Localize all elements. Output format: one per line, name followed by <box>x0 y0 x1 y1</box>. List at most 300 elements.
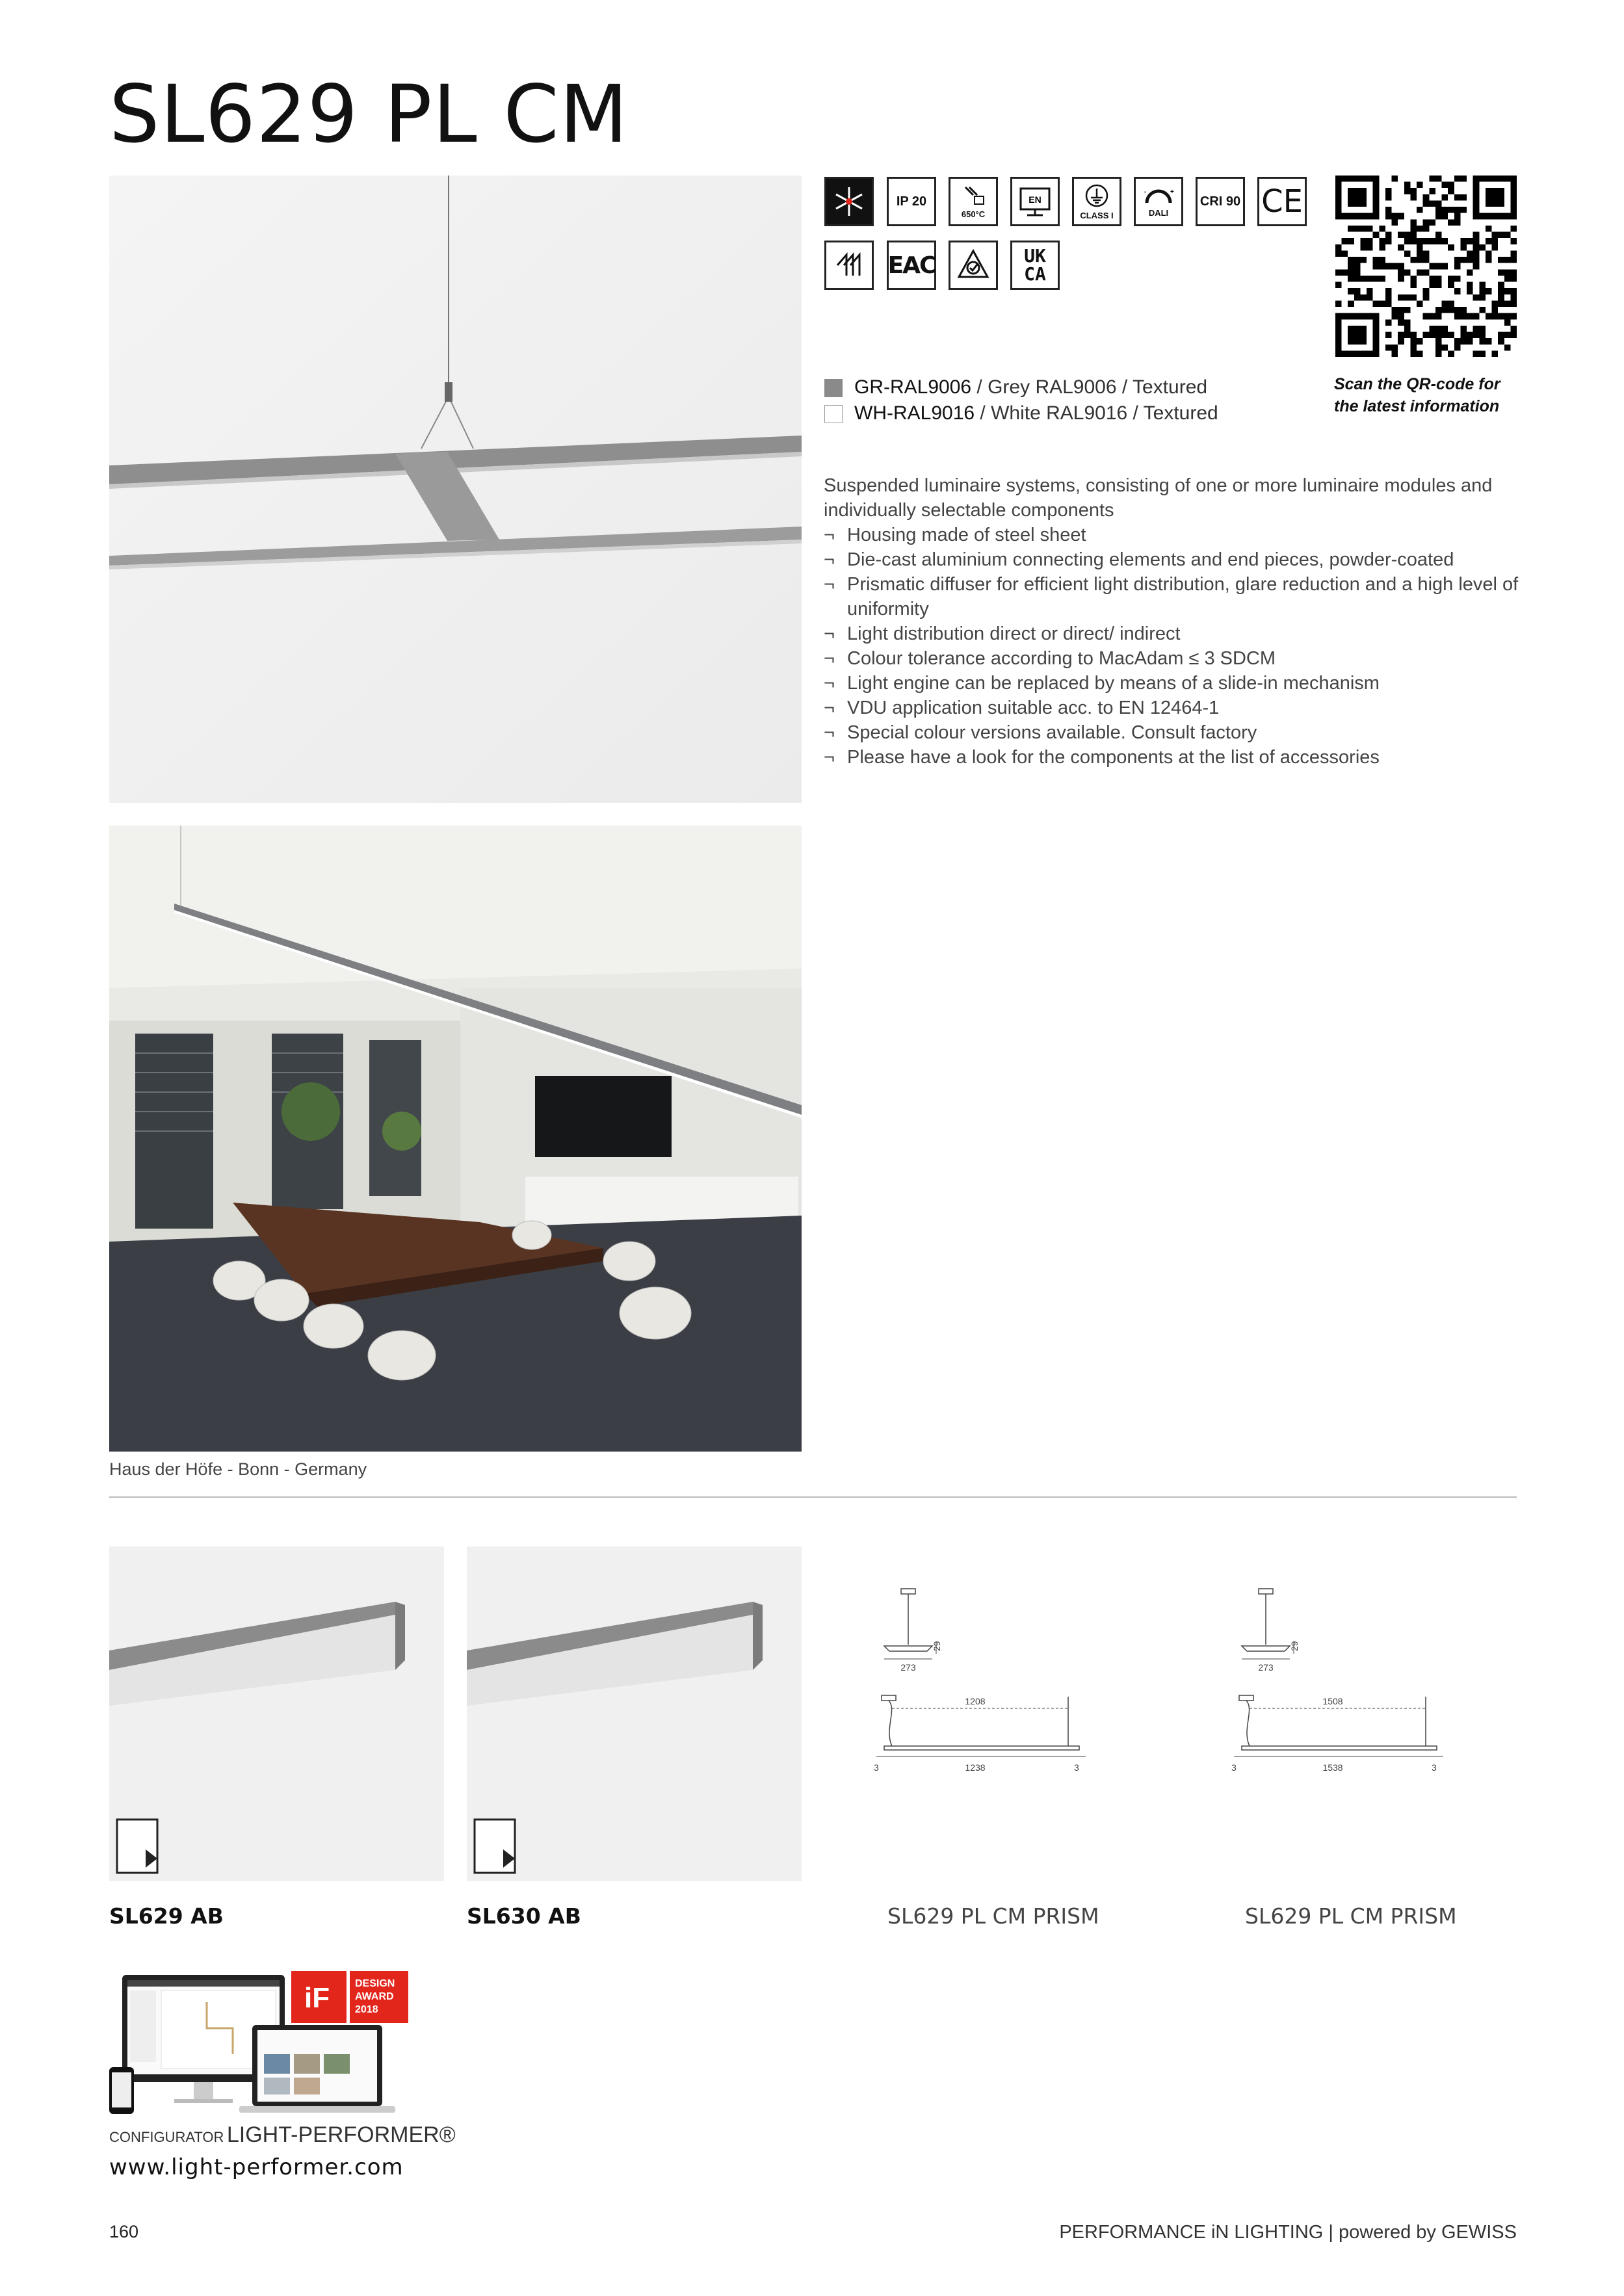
qr-module <box>1429 176 1435 182</box>
qr-module <box>1379 244 1385 251</box>
configurator-prefix: CONFIGURATOR <box>109 2129 224 2145</box>
class1-icon <box>1072 177 1121 226</box>
qr-module <box>1504 345 1511 351</box>
qr-module <box>1473 313 1480 320</box>
qr-module <box>1335 269 1342 276</box>
qr-module <box>1492 300 1499 307</box>
qr-module <box>1448 282 1454 289</box>
qr-module <box>1429 282 1435 289</box>
qr-module <box>1454 213 1461 220</box>
product-label-sl630-ab[interactable]: SL630 AB <box>467 1903 581 1929</box>
qr-module <box>1392 219 1398 226</box>
qr-module <box>1404 294 1411 301</box>
qr-module <box>1410 282 1417 289</box>
qr-module <box>1504 257 1511 263</box>
feature-bullet: ¬ Colour tolerance according to MacAdam ≤ 3 SDCM <box>824 646 1532 671</box>
qr-module <box>1410 338 1417 345</box>
qr-module <box>1417 238 1423 244</box>
qr-module <box>1354 276 1361 282</box>
dim-end-right: 3 <box>1432 1762 1437 1773</box>
qr-module <box>1373 232 1380 239</box>
qr-module <box>1392 307 1398 313</box>
hero-luminaire-image <box>109 176 802 803</box>
qr-module <box>1492 313 1499 320</box>
qr-module <box>1417 207 1423 213</box>
if-logo-text: iF <box>304 1982 330 2014</box>
qr-module <box>1510 294 1517 301</box>
dali-text: DALI <box>1148 207 1169 218</box>
qr-module <box>1448 332 1454 339</box>
qr-module <box>1367 276 1373 282</box>
qr-module <box>1398 213 1404 220</box>
qr-module <box>1510 332 1517 339</box>
feature-bullet: ¬ Light engine can be replaced by means of a slide-in mechanism <box>824 671 1532 696</box>
dimension-drawing-2 <box>1222 1580 1469 1794</box>
qr-module <box>1367 244 1373 251</box>
qr-module <box>1417 250 1423 257</box>
qr-module <box>1435 232 1442 239</box>
qr-module <box>1354 269 1361 276</box>
ukca-top-text: UK <box>1024 245 1046 267</box>
qr-module <box>1473 257 1480 263</box>
qr-module <box>1479 332 1486 339</box>
qr-module <box>1385 194 1392 201</box>
feature-bullet: ¬ Special colour versions available. Consult factory <box>824 720 1532 745</box>
feature-bullet: ¬ VDU application suitable acc. to EN 12464-1 <box>824 696 1532 720</box>
qr-module <box>1398 269 1404 276</box>
qr-module <box>1442 213 1448 220</box>
qr-module <box>1448 276 1454 282</box>
qr-module <box>1410 345 1417 351</box>
qr-module <box>1448 219 1454 226</box>
qr-module <box>1442 207 1448 213</box>
svg-text:+: + <box>1170 188 1174 196</box>
qr-module <box>1398 244 1404 251</box>
qr-module <box>1385 232 1392 239</box>
qr-module <box>1454 207 1461 213</box>
qr-module <box>1404 232 1411 239</box>
qr-module <box>1460 238 1467 244</box>
qr-module <box>1392 213 1398 220</box>
feature-bullet: ¬ Please have a look for the components at the list of accessories <box>824 745 1532 770</box>
qr-module <box>1435 326 1442 332</box>
qr-caption-line-1: Scan the QR-code for <box>1334 375 1500 393</box>
qr-module <box>1504 313 1511 320</box>
qr-module <box>1404 326 1411 332</box>
qr-module <box>1435 200 1442 207</box>
finish-grey-desc: / Grey RAL9006 / Textured <box>971 376 1208 398</box>
qr-module <box>1367 226 1373 232</box>
description-intro-line-1: Suspended luminaire systems, consisting of one or more luminaire modules and <box>824 475 1493 496</box>
qr-module <box>1454 257 1461 263</box>
qr-module <box>1354 226 1361 232</box>
qr-module <box>1417 226 1423 232</box>
qr-module <box>1498 282 1504 289</box>
qr-module <box>1373 300 1380 307</box>
award-line-2: AWARD <box>355 1991 394 2002</box>
qr-module <box>1410 219 1417 226</box>
qr-module <box>1498 338 1504 345</box>
qr-module <box>1335 300 1342 307</box>
dim-height: 29 <box>932 1641 942 1651</box>
qr-module <box>1498 313 1504 320</box>
qr-module <box>1373 257 1380 263</box>
qr-code[interactable] <box>1335 176 1517 357</box>
qr-module <box>1467 250 1473 257</box>
qr-module <box>1423 257 1430 263</box>
qr-module <box>1510 313 1517 320</box>
qr-module <box>1410 276 1417 282</box>
class-text: CLASS I <box>1080 210 1114 220</box>
qr-module <box>1423 294 1430 301</box>
cri-icon <box>1196 177 1245 226</box>
meeting-room-image <box>109 826 802 1452</box>
qr-module <box>1479 350 1486 357</box>
glow-wire-icon <box>949 177 998 226</box>
finish-white <box>824 402 1218 424</box>
dim-total: 1238 <box>965 1762 986 1773</box>
qr-module <box>1423 238 1430 244</box>
qr-module <box>1429 219 1435 226</box>
qr-module <box>1473 244 1480 251</box>
qr-module <box>1442 263 1448 270</box>
qr-module <box>1342 269 1348 276</box>
qr-module <box>1467 257 1473 263</box>
qr-module <box>1448 244 1454 251</box>
qr-module <box>1467 269 1473 276</box>
qr-module <box>1479 338 1486 345</box>
qr-module <box>1498 300 1504 307</box>
qr-module <box>1435 307 1442 313</box>
qr-module <box>1404 332 1411 339</box>
document-icon <box>475 1820 515 1873</box>
qr-module <box>1410 294 1417 301</box>
qr-module <box>1467 282 1473 289</box>
section-divider <box>109 1496 1517 1498</box>
qr-module <box>1360 238 1367 244</box>
dim-width: 273 <box>900 1662 916 1673</box>
white-swatch <box>824 405 843 423</box>
qr-module <box>1454 338 1461 345</box>
qr-module <box>1435 276 1442 282</box>
qr-module <box>1492 350 1499 357</box>
qr-module <box>1373 276 1380 282</box>
qr-module <box>1454 307 1461 313</box>
svg-text:-: - <box>1144 188 1147 196</box>
qr-module <box>1392 263 1398 270</box>
qr-module <box>1429 313 1435 320</box>
qr-module <box>1360 257 1367 263</box>
qr-module <box>1429 188 1435 194</box>
dimension-drawing-1 <box>865 1580 1112 1794</box>
qr-module <box>1417 338 1423 345</box>
qr-module <box>1504 332 1511 339</box>
qr-module <box>1354 288 1361 294</box>
qr-module <box>1423 219 1430 226</box>
configurator-graphic[interactable] <box>109 1963 415 2126</box>
qr-module <box>1398 332 1404 339</box>
qr-module <box>1423 226 1430 232</box>
qr-module <box>1486 250 1492 257</box>
qr-module <box>1348 288 1354 294</box>
qr-module <box>1385 238 1392 244</box>
qr-module <box>1360 244 1367 251</box>
qr-module <box>1404 250 1411 257</box>
qr-module <box>1473 238 1480 244</box>
qr-module <box>1367 238 1373 244</box>
qr-module <box>1435 313 1442 320</box>
qr-module <box>1360 276 1367 282</box>
qr-module <box>1410 226 1417 232</box>
ukca-icon <box>1010 241 1060 290</box>
qr-module <box>1417 244 1423 251</box>
product-description <box>824 473 1532 770</box>
finish-white-code: WH-RAL9016 <box>854 402 975 424</box>
qr-module <box>1354 257 1361 263</box>
feature-bullet: ¬ Light distribution direct or direct/ indirect <box>824 621 1532 646</box>
qr-module <box>1479 282 1486 289</box>
qr-module <box>1448 350 1454 357</box>
dim-inner: 1208 <box>965 1696 986 1706</box>
qr-module <box>1410 194 1417 201</box>
qr-module <box>1460 307 1467 313</box>
feature-bullet: ¬ Housing made of steel sheet <box>824 523 1532 547</box>
dim-inner: 1508 <box>1322 1696 1343 1706</box>
qr-module <box>1492 232 1499 239</box>
qr-module <box>1479 294 1486 301</box>
qr-module <box>1479 326 1486 332</box>
qr-module <box>1510 326 1517 332</box>
qr-module <box>1398 319 1404 326</box>
qr-module <box>1354 263 1361 270</box>
qr-module <box>1467 313 1473 320</box>
qr-code-image <box>1335 176 1517 357</box>
dim-width: 273 <box>1258 1662 1274 1673</box>
qr-module <box>1442 345 1448 351</box>
qr-module <box>1473 232 1480 239</box>
qr-module <box>1486 257 1492 263</box>
qr-module <box>1423 313 1430 320</box>
dim-end-right: 3 <box>1074 1762 1079 1773</box>
qr-module <box>1410 257 1417 263</box>
configurator-title <box>109 2122 456 2148</box>
qr-module <box>1367 288 1373 294</box>
qr-module <box>1348 276 1354 282</box>
qr-module <box>1360 226 1367 232</box>
qr-module <box>1442 194 1448 201</box>
qr-module <box>1385 207 1392 213</box>
qr-module <box>1486 313 1492 320</box>
qr-module <box>1423 269 1430 276</box>
photo-caption: Haus der Höfe - Bonn - Germany <box>109 1459 367 1479</box>
qr-module <box>1335 244 1342 251</box>
qr-module <box>1454 288 1461 294</box>
qr-module <box>1367 294 1373 301</box>
configurator-devices-image <box>109 1963 415 2126</box>
qr-module <box>1473 332 1480 339</box>
qr-module <box>1498 332 1504 339</box>
qr-module <box>1417 350 1423 357</box>
configurator-name: LIGHT-PERFORMER® <box>226 2122 456 2147</box>
feature-bullet: ¬ Prismatic diffuser for efficient light distribution, glare reduction and a high level of uniformity <box>824 572 1532 621</box>
qr-module <box>1417 300 1423 307</box>
qr-module <box>1385 319 1392 326</box>
qr-module <box>1398 294 1404 301</box>
qr-module <box>1348 257 1354 263</box>
qr-module <box>1385 213 1392 220</box>
qr-module <box>1498 294 1504 301</box>
qr-module <box>1398 338 1404 345</box>
qr-module <box>1510 226 1517 232</box>
qr-module <box>1435 332 1442 339</box>
qr-module <box>1435 238 1442 244</box>
qr-module <box>1442 332 1448 339</box>
qr-module <box>1404 238 1411 244</box>
qr-module <box>1454 276 1461 282</box>
qr-module <box>1473 263 1480 270</box>
configurator-url[interactable]: www.light-performer.com <box>109 2154 404 2180</box>
qr-module <box>1435 207 1442 213</box>
qr-module <box>1410 332 1417 339</box>
feature-bullet: ¬ Die-cast aluminium connecting elements and end pieces, powder-coated <box>824 547 1532 572</box>
qr-module <box>1479 288 1486 294</box>
qr-module <box>1392 345 1398 351</box>
qr-module <box>1429 200 1435 207</box>
qr-module <box>1417 257 1423 263</box>
qr-module <box>1398 263 1404 270</box>
qr-module <box>1435 350 1442 357</box>
finish-grey <box>824 376 1207 398</box>
qr-module <box>1510 288 1517 294</box>
hero-photo <box>109 176 802 803</box>
sl629-ab-image <box>109 1546 444 1881</box>
qr-module <box>1435 338 1442 345</box>
ukca-bottom-text: CA <box>1024 263 1046 285</box>
qr-module <box>1510 300 1517 307</box>
qr-module <box>1348 238 1354 244</box>
qr-module <box>1398 313 1404 320</box>
qr-module <box>1442 238 1448 244</box>
qr-module <box>1454 176 1461 182</box>
product-label-prism-2: SL629 PL CM PRISM <box>1245 1903 1457 1929</box>
qr-module <box>1379 263 1385 270</box>
qr-module <box>1379 300 1385 307</box>
qr-module <box>1404 319 1411 326</box>
qr-module <box>1392 176 1398 182</box>
qr-module <box>1510 269 1517 276</box>
eac-text: EAC <box>887 252 936 279</box>
qr-module <box>1423 194 1430 201</box>
qr-module <box>1454 219 1461 226</box>
qr-module <box>1479 244 1486 251</box>
qr-module <box>1435 263 1442 270</box>
qr-module <box>1429 326 1435 332</box>
dim-height: 29 <box>1289 1641 1300 1651</box>
qr-module <box>1467 288 1473 294</box>
qr-module <box>1435 345 1442 351</box>
page-title: SL629 PL CM <box>109 68 629 161</box>
qr-module <box>1492 244 1499 251</box>
qr-module <box>1410 238 1417 244</box>
qr-module <box>1473 326 1480 332</box>
room-photo <box>109 826 802 1452</box>
qr-module <box>1448 182 1454 189</box>
qr-module <box>1442 300 1448 307</box>
qr-module <box>1410 188 1417 194</box>
en-monitor-icon <box>1010 177 1060 226</box>
dim-total: 1538 <box>1322 1762 1343 1773</box>
qr-module <box>1473 250 1480 257</box>
qr-module <box>1410 350 1417 357</box>
document-icon <box>117 1820 157 1873</box>
qr-module <box>1435 176 1442 182</box>
qr-module <box>1398 232 1404 239</box>
qr-module <box>1492 238 1499 244</box>
qr-module <box>1385 332 1392 339</box>
qr-module <box>1448 188 1454 194</box>
qr-module <box>1429 332 1435 339</box>
qr-module <box>1398 276 1404 282</box>
qr-module <box>1429 238 1435 244</box>
qr-module <box>1454 263 1461 270</box>
product-thumb-sl630-ab[interactable] <box>467 1546 802 1881</box>
qr-module <box>1404 269 1411 276</box>
qr-module <box>1460 332 1467 339</box>
qr-module <box>1348 263 1354 270</box>
qr-module <box>1392 350 1398 357</box>
qr-module <box>1429 263 1435 270</box>
description-intro-line-2: individually selectable components <box>824 500 1114 521</box>
qr-module <box>1342 250 1348 257</box>
rcm-icon <box>949 241 998 290</box>
qr-module <box>1379 276 1385 282</box>
qr-module <box>1429 276 1435 282</box>
product-label-sl629-ab[interactable]: SL629 AB <box>109 1903 224 1929</box>
qr-module <box>1392 313 1398 320</box>
qr-module <box>1486 226 1492 232</box>
qr-module <box>1379 226 1385 232</box>
qr-module <box>1504 232 1511 239</box>
qr-module <box>1460 207 1467 213</box>
qr-module <box>1404 188 1411 194</box>
qr-module <box>1473 350 1480 357</box>
qr-module <box>1504 269 1511 276</box>
qr-module <box>1335 282 1342 289</box>
ip20-icon <box>887 177 936 226</box>
product-thumb-sl629-ab[interactable] <box>109 1546 444 1881</box>
glow-wire-text: 650°C <box>961 209 986 219</box>
qr-module <box>1460 176 1467 182</box>
qr-module <box>1498 257 1504 263</box>
qr-module <box>1492 307 1499 313</box>
qr-module <box>1467 338 1473 345</box>
qr-module <box>1460 194 1467 201</box>
qr-module <box>1385 345 1392 351</box>
award-line-3: 2018 <box>355 2004 378 2015</box>
qr-module <box>1498 269 1504 276</box>
qr-module <box>1435 282 1442 289</box>
qr-module <box>1498 288 1504 294</box>
qr-module <box>1348 269 1354 276</box>
qr-module <box>1423 288 1430 294</box>
qr-module <box>1442 182 1448 189</box>
qr-module <box>1423 250 1430 257</box>
qr-caption <box>1334 373 1500 417</box>
qr-module <box>1423 332 1430 339</box>
qr-caption-line-2: the latest information <box>1334 397 1500 415</box>
qr-module <box>1460 326 1467 332</box>
ce-icon <box>1257 177 1307 226</box>
